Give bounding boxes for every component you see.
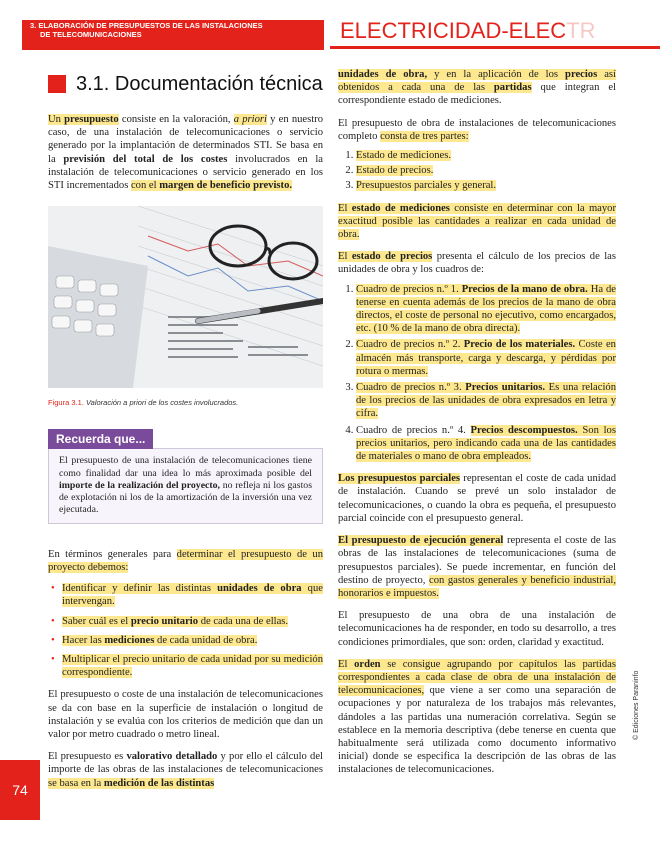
list-item: 1. Cuadro de precios n.º 1. Precios de la mano de obra. Ha de tenerse en cuenta además de los precios de la mano de obra directos, el coste de personal no ejecutivo, como encargados, etc. (10 % de la mano de obra directa).	[356, 283, 616, 336]
figure-photo	[48, 206, 323, 388]
calculator-glasses-illustration	[48, 206, 323, 388]
brand-text-faded: TR	[566, 18, 596, 43]
right-column	[338, 68, 616, 777]
publisher-label: © Ediciones Paraninfo	[633, 670, 640, 740]
chapter-title	[30, 22, 320, 39]
list-item: 3. Presupuestos parciales y general.	[356, 179, 616, 192]
coste-paragraph: El presupuesto o coste de una instalación de telecomunicaciones se da con base en la superficie de instalación o longitud de instalación y se evalúa con los criterios de medición que dan un valor por metro cuadrado o metro lineal.	[48, 689, 323, 740]
list-item: • Multiplicar el precio unitario de cada unidad por su medición correspondiente.	[48, 653, 323, 679]
continuation-paragraph: unidades de obra, y en la aplicación de los precios así obtenidos a cada una de las partidas que integran el correspondiente estado de mediciones.	[338, 69, 617, 107]
section-title: 3.1. Documentación técnica	[76, 72, 323, 95]
list-item: 2. Cuadro de precios n.º 2. Precio de los materiales. Coste en almacén más transporte, carga y descarga, y pérdidas por rotura o mermas.	[356, 338, 616, 378]
tres-partes-paragraph: El presupuesto de obra de instalaciones de telecomunicaciones completo consta de tres partes:	[338, 117, 616, 142]
intro-paragraph: Un presupuesto consiste en la valoración, a priori y en nuestro caso, de una instalación de telecomunicaciones o servicio generado por la implantación de determinados STI. Se basa en la previsión del total de los costes involucrados en la instalación de telecomunicaciones o servicio generado en los STI incrementados con el margen de beneficio previsto.	[48, 114, 323, 192]
parciales-paragraph: Los presupuestos parciales representan el coste de cada unidad de instalación. Cuando se prevé un solo instalador de telecomunicaciones, o cuando la obra es pequeña, el presupuesto parcial coincide con el presupuesto general.	[338, 473, 616, 524]
chapter-title-line1: 3. ELABORACIÓN DE PRESUPUESTOS DE LAS INSTALACIONES	[30, 21, 263, 30]
brand-text: ELECTRICIDAD-ELEC	[340, 18, 567, 43]
terms-paragraph: En términos generales para determinar el presupuesto de un proyecto debemos:	[48, 548, 323, 573]
ejecucion-paragraph: El presupuesto de ejecución general representa el coste de las obras de las instalaciones de telecomunicaciones (suma de presupuestos parciales). Se puede incrementar, en función del destino de proyecto, con gastos generales y beneficio industrial, honorarios e impuestos.	[338, 535, 616, 599]
list-item: 2. Estado de precios.	[356, 164, 616, 177]
recuerda-box	[48, 448, 323, 523]
orden-paragraph: El orden se consigue agrupando por capítulos las partidas correspondientes a cada clase de obra de una instalación de telecomunicaciones, que viene a ser como una separación de ocupaciones y por naturaleza de los trabajos más relevantes, dándoles a las partidas una numeración correlativa. Según se establece en la memoria descriptiva (debe tenerse en cuenta que habitualmente será utilizada como documento informativo inicial) donde se especifica la descripción de las obras de las instalaciones de telecomunicaciones.	[338, 658, 616, 776]
mediciones-paragraph: El estado de mediciones consiste en determinar con la mayor exactitud posible las cantidades a realizar en cada unidad de obra.	[338, 202, 617, 241]
list-item: • Identificar y definir las distintas unidades de obra que intervengan.	[48, 582, 323, 608]
precios-paragraph: El estado de precios presenta el cálculo de los precios de las unidades de obra y los cuadros de:	[338, 251, 616, 276]
steps-list	[48, 582, 323, 679]
tres-partes-list	[338, 149, 616, 193]
figure-label: Figura 3.1.	[48, 398, 84, 408]
chapter-title-line2: DE TELECOMUNICACIONES	[40, 29, 142, 39]
header-rule	[330, 46, 660, 49]
figure-caption	[48, 398, 323, 407]
figure-caption-text: Valoración a priori de los costes involucrados.	[83, 398, 239, 408]
recuerda-text: El presupuesto de una instalación de telecomunicaciones tiene como finalidad dar una idea lo más aproximada posible del importe de la realización del proyecto, no refleja ni los gastos de explotación ni los de la amortización de la inversión una vez ejecutada.	[59, 455, 313, 516]
valorativo-paragraph: El presupuesto es valorativo detallado y por ello el cálculo del importe de las obras de las instalaciones de telecomunicaciones se basa en la medición de las distintas	[48, 751, 323, 789]
left-column	[48, 64, 323, 790]
list-item: 3. Cuadro de precios n.º 3. Precios unitarios. Es una relación de los precios de las unidades de obra expresados en letra y cifra.	[356, 381, 616, 421]
list-item: 1. Estado de mediciones.	[356, 149, 616, 162]
cuadros-list	[338, 283, 616, 464]
list-item: 4. Cuadro de precios n.º 4. Precios descompuestos. Son los precios unitarios, pero indicando cada una de las cantidades de materiales o mano de obra empleados.	[356, 424, 616, 464]
section-marker-icon	[48, 75, 66, 93]
list-item: • Saber cuál es el precio unitario de cada una de ellas.	[48, 615, 323, 628]
responder-paragraph: El presupuesto de una obra de una instalación de telecomunicaciones ha de responder, en todo su desarrollo, a tres condiciones primordiales, que son: orden, claridad y exactitud.	[338, 610, 616, 648]
page-number: 74	[0, 760, 40, 820]
recuerda-title: Recuerda que...	[48, 429, 153, 449]
book-brand	[340, 18, 655, 44]
section-heading	[48, 64, 323, 104]
list-item: • Hacer las mediciones de cada unidad de obra.	[48, 634, 323, 647]
